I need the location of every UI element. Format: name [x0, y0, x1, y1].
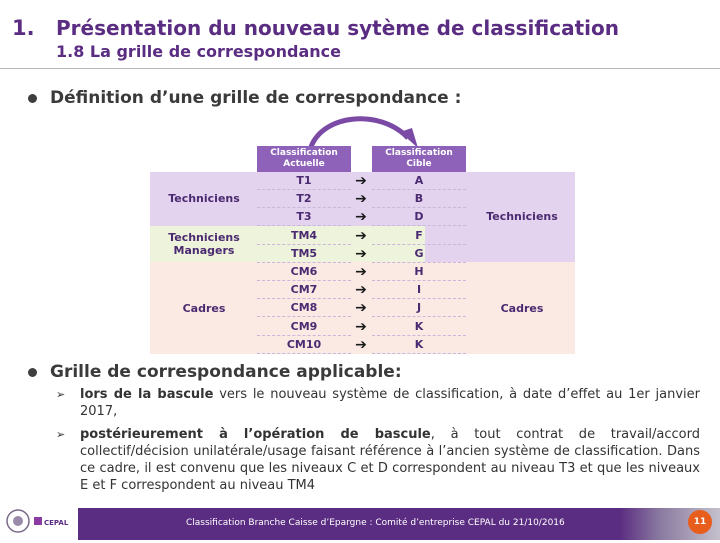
list-item-text: vers le nouveau système de classification, à date d’effet au 1er janvier 2017, [80, 387, 700, 419]
list-item [80, 426, 700, 494]
grid-cell-current: T3 [257, 208, 351, 226]
arrow-bullet-icon: ➢ [56, 428, 66, 441]
arrow-right-icon: ➔ [355, 227, 367, 244]
grid-cell-current: TM5 [257, 245, 351, 263]
grid-cell-target: K [372, 336, 466, 354]
arrow-right-icon: ➔ [355, 264, 367, 280]
grid-cell-current: CM6 [257, 263, 351, 281]
grid-cell-target: J [372, 299, 466, 317]
section-number: 1. [12, 16, 35, 40]
page-subtitle: 1.8 La grille de correspondance [56, 42, 342, 61]
grid-cell-current: CM8 [257, 299, 351, 317]
bullet-icon [28, 94, 37, 103]
header-divider [0, 68, 720, 69]
list-item [80, 386, 700, 420]
grid-cell-current: T1 [257, 172, 351, 190]
grid-cell-target: I [372, 281, 466, 299]
correspondence-grid [150, 146, 575, 354]
grid-cell-current: T2 [257, 190, 351, 208]
footer-text: Classification Branche Caisse d’Epargne : Comité d’entreprise CEPAL du 21/10/2016 [186, 518, 565, 528]
group-right-cadres: Cadres [500, 302, 544, 315]
arrow-right-icon: ➔ [355, 245, 367, 262]
arrow-right-icon: ➔ [355, 282, 367, 299]
arrow-right-icon: ➔ [355, 318, 367, 335]
arrow-right-icon: ➔ [355, 191, 367, 208]
arrow-right-icon: ➔ [355, 173, 367, 189]
page-title: Présentation du nouveau sytème de classification [56, 16, 619, 40]
list-item-bold: postérieurement à l’opération de bascule [80, 427, 431, 442]
section2-heading: Grille de correspondance applicable: [50, 362, 402, 382]
footer-logos [2, 503, 76, 539]
grid-cell-target: A [372, 172, 466, 190]
group-left-techniciens: Techniciens [168, 192, 240, 205]
arrow-bullet-icon: ➢ [56, 388, 66, 401]
grid-cell-target: D [372, 208, 466, 226]
grid-cell-target: K [372, 318, 466, 336]
header-target-classification: Classification Cible [372, 146, 466, 172]
group-left-techniciens-managers: Techniciens Managers [168, 231, 240, 257]
grid-cell-target: F [372, 227, 466, 245]
grid-cell-current: CM7 [257, 281, 351, 299]
section1-heading: Définition d’une grille de correspondance : [50, 88, 462, 108]
grid-cell-current: TM4 [257, 227, 351, 245]
bullet-icon [28, 368, 37, 377]
list-item-text: , à tout contrat de travail/accord collectif/décision unilatérale/usage faisant référence à l’ancien système de classification. Dans ce cadre, il est convenu que les niveaux C et D correspondent au niveau T3 et que les niveaux E et F correspondent au niveau TM4 [80, 427, 700, 493]
group-left-cadres: Cadres [182, 302, 226, 315]
list-item-bold: lors de la bascule [80, 387, 214, 402]
grid-cell-current: CM10 [257, 336, 351, 354]
arrow-right-icon: ➔ [355, 336, 367, 353]
page-number: 11 [688, 510, 712, 534]
grid-cell-current: CM9 [257, 318, 351, 336]
group-right-techniciens: Techniciens [486, 210, 558, 223]
arrow-right-icon: ➔ [355, 300, 367, 317]
grid-cell-target: H [372, 263, 466, 281]
grid-cell-target: G [372, 245, 466, 263]
header-current-classification: Classification Actuelle [257, 146, 351, 172]
grid-cell-target: B [372, 190, 466, 208]
logo-text: CEPAL [44, 519, 69, 527]
arrow-right-icon: ➔ [355, 209, 367, 226]
